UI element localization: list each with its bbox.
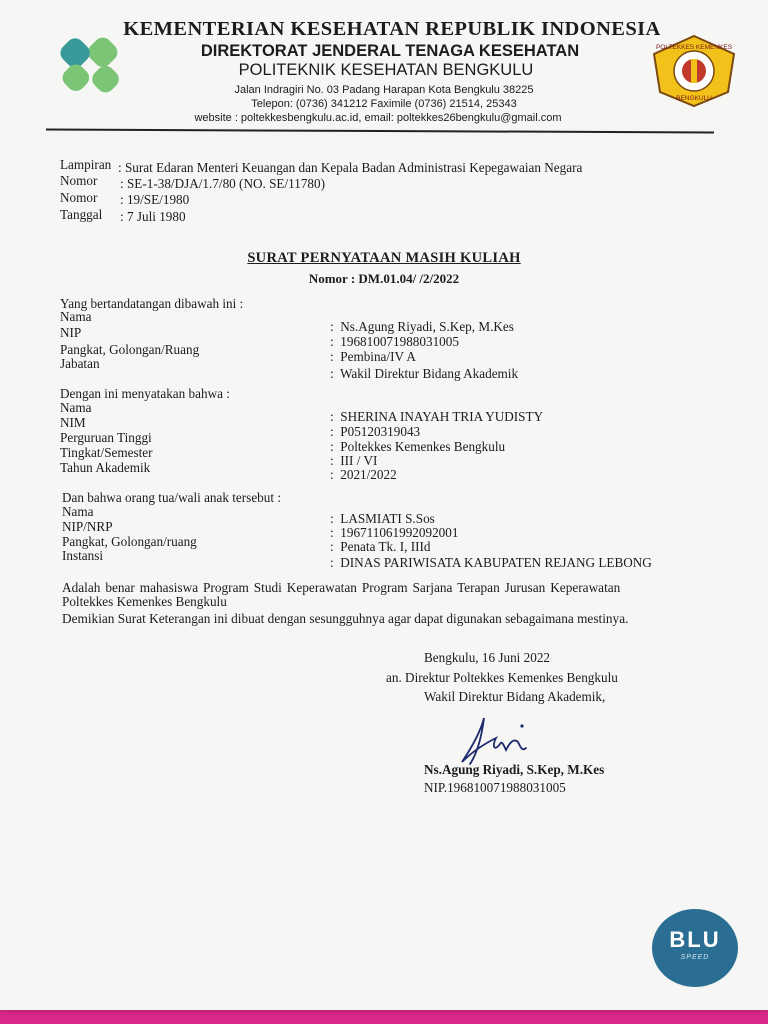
parent-rank: Penata Tk. I, IIId (340, 539, 431, 554)
parent-agency: DINAS PARIWISATA KABUPATEN REJANG LEBONG (340, 555, 652, 570)
student-value: : III / VI (330, 453, 378, 468)
signer-value: : Pembina/IV A (330, 349, 416, 364)
document-number: Nomor : DM.01.04/ /2/2022 (308, 271, 460, 286)
document-title: SURAT PERNYATAAN MASIH KULIAH (247, 250, 521, 266)
parent-value: : DINAS PARIWISATA KABUPATEN REJANG LEBONG (330, 555, 652, 570)
signer-label: Pangkat, Golongan/Ruang (60, 342, 200, 357)
student-university: Poltekkes Kemenkes Bengkulu (340, 439, 506, 454)
parent-label: Pangkat, Golongan/ruang (62, 534, 197, 549)
student-nim: P05120319043 (340, 424, 421, 439)
signature-on-behalf: an. Direktur Poltekkes Kemenkes Bengkulu (386, 670, 618, 685)
signer-nip: 196810071988031005 (340, 334, 459, 349)
student-label: Tahun Akademik (60, 460, 151, 475)
badge-brand: BLU (669, 927, 721, 952)
signer-label: Nama (60, 309, 92, 324)
parent-name: LASMIATI S.Sos (340, 511, 435, 526)
ref-label: Nomor (60, 190, 98, 205)
ref-label: Lampiran (60, 157, 112, 172)
header-directorate: DIREKTORAT JENDERAL TENAGA KESEHATAN (200, 42, 580, 60)
ref-value: : Surat Edaran Menteri Keuangan dan Kepala Badan Administrasi Kepegawaian Negara (118, 160, 583, 175)
header-ministry: KEMENTERIAN KESEHATAN REPUBLIK INDONESIA (123, 18, 661, 40)
seal-text-bottom: BENGKULU (676, 95, 712, 102)
parent-value: : LASMIATI S.Sos (330, 511, 435, 526)
header-address: Jalan Indragiri No. 03 Padang Harapan Kota Bengkulu 38225 (234, 84, 534, 96)
signature-position: Wakil Direktur Bidang Akademik, (424, 689, 606, 704)
ref-label: Nomor (60, 173, 98, 188)
parent-label: Instansi (62, 548, 104, 563)
signature-name: Ns.Agung Riyadi, S.Kep, M.Kes (424, 762, 605, 777)
student-value: : 2021/2022 (330, 467, 397, 482)
signature-nip: NIP.196810071988031005 (424, 780, 566, 795)
statement-text-line1: Adalah benar mahasiswa Program Studi Keperawatan Program Sarjana Terapan Jurusan Keperawatan (62, 580, 621, 595)
student-label: Tingkat/Semester (60, 445, 153, 460)
student-label: Nama (60, 400, 92, 415)
student-intro: Dengan ini menyatakan bahwa : (60, 386, 230, 401)
ref-value: : 19/SE/1980 (120, 192, 190, 207)
signature-place-date: Bengkulu, 16 Juni 2022 (424, 650, 551, 665)
parent-value: : 196711061992092001 (330, 525, 459, 540)
signer-position: Wakil Direktur Bidang Akademik (340, 366, 519, 381)
student-name: SHERINA INAYAH TRIA YUDISTY (340, 409, 544, 424)
signer-value: : Wakil Direktur Bidang Akademik (330, 366, 519, 381)
signer-intro: Yang bertandatangan dibawah ini : (60, 296, 244, 311)
header-divider (46, 129, 714, 134)
ref-label: Tanggal (60, 207, 103, 222)
header-website: website : poltekkesbengkulu.ac.id, email: poltekkes26bengkulu@gmail.com (194, 112, 562, 124)
parent-label: NIP/NRP (62, 519, 113, 534)
signer-rank: Pembina/IV A (340, 349, 416, 364)
statement-text-line2: Poltekkes Kemenkes Bengkulu (62, 594, 227, 609)
student-label: Perguruan Tinggi (60, 430, 152, 445)
parent-label: Nama (62, 504, 94, 519)
student-year: 2021/2022 (340, 467, 397, 482)
signer-label: Jabatan (60, 356, 100, 371)
closing-text: Demikian Surat Keterangan ini dibuat dengan sesungguhnya agar dapat digunakan sebagaimana mestinya. (62, 611, 629, 626)
header-institution: POLITEKNIK KESEHATAN BENGKULU (238, 61, 534, 79)
student-value: : P05120319043 (330, 424, 421, 439)
badge-sub: SPEED (680, 954, 710, 961)
seal-text-top: POLTEKKES KEMENKES (655, 44, 733, 51)
ref-value: : 7 Juli 1980 (120, 209, 186, 224)
parent-intro: Dan bahwa orang tua/wali anak tersebut : (62, 490, 281, 505)
parent-nip: 196711061992092001 (340, 525, 459, 540)
signer-name: Ns.Agung Riyadi, S.Kep, M.Kes (340, 319, 514, 334)
signer-value: : 196810071988031005 (330, 334, 459, 349)
parent-value: : Penata Tk. I, IIId (330, 539, 431, 554)
student-label: NIM (60, 415, 86, 430)
header-phone: Telepon: (0736) 341212 Faximile (0736) 21514, 25343 (251, 98, 517, 110)
student-semester: III / VI (340, 453, 378, 468)
signer-label: NIP (60, 325, 82, 340)
student-value: : SHERINA INAYAH TRIA YUDISTY (330, 409, 544, 424)
student-value: : Poltekkes Kemenkes Bengkulu (330, 439, 506, 454)
signer-value: : Ns.Agung Riyadi, S.Kep, M.Kes (330, 319, 514, 334)
ref-value: : SE-1-38/DJA/1.7/80 (NO. SE/11780) (120, 176, 326, 191)
